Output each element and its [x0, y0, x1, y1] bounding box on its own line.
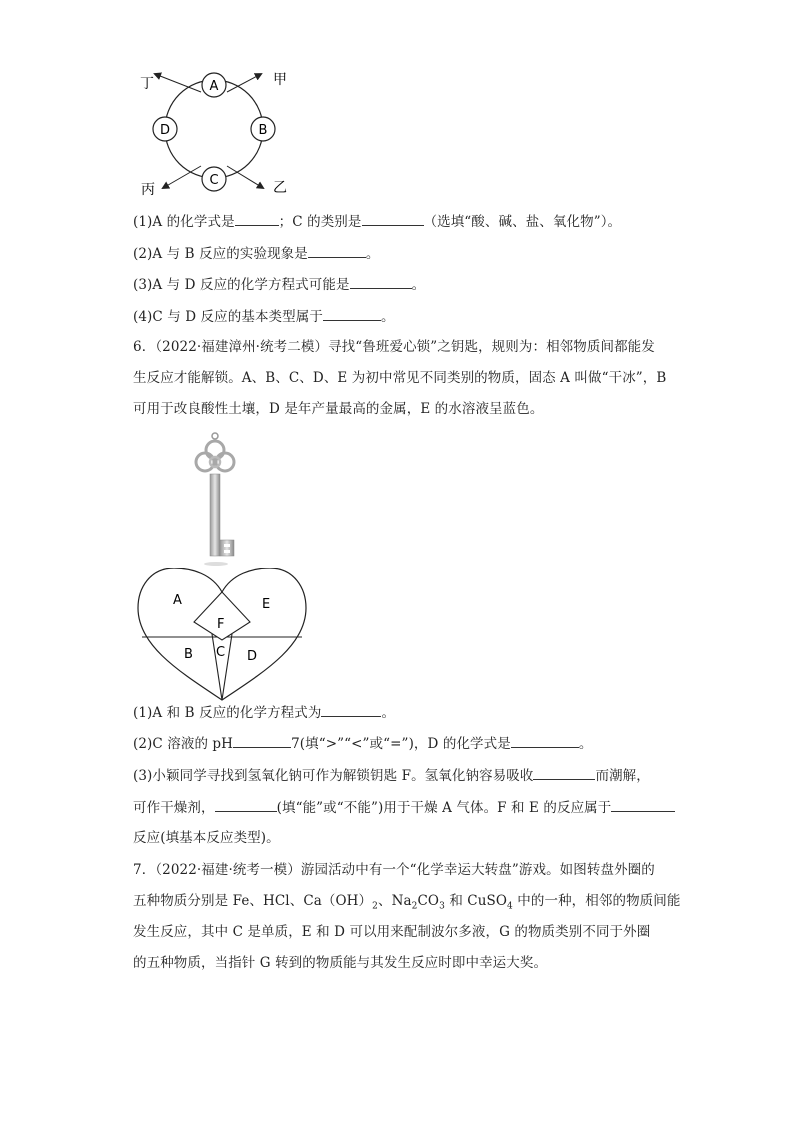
- answer-blank[interactable]: [350, 274, 412, 289]
- answer-blank[interactable]: [362, 211, 424, 226]
- q5-part2: (2)A 与 B 反应的实验现象是 。: [133, 243, 379, 264]
- heart-label-b: B: [184, 647, 193, 662]
- q7-line2: 五种物质分别是 Fe、HCl、$Ca(OH)_2$、$Na_2CO_3$ 和 CuSO$_4$ 中的一种，相邻的物质间能: [133, 893, 681, 912]
- answer-blank[interactable]: [533, 765, 595, 780]
- svg-text:B: B: [258, 123, 268, 138]
- svg-text:A: A: [209, 79, 219, 94]
- q5-part4: (4)C 与 D 反应的基本类型属于 。: [133, 306, 395, 327]
- heart-label-c: C: [216, 645, 226, 660]
- answer-blank[interactable]: [323, 306, 381, 321]
- q6-sub2: (2)C 溶液的 pH 7(填“>”“<”或“=”)，D 的化学式是 。: [133, 733, 592, 754]
- label-bing: 丙: [141, 182, 155, 198]
- q7-line1: 7．（2022·福建·统考一模）游园活动中有一个“化学幸运大转盘”游戏。如图转盘外圈的: [133, 862, 655, 878]
- svg-text:C: C: [209, 173, 219, 188]
- q5-part1: (1)A 的化学式是 ；C 的类别是 （选填“酸、碱、盐、氧化物”）。: [133, 211, 621, 232]
- heart-lock-diagram: [136, 568, 308, 704]
- label-yi: 乙: [273, 180, 287, 196]
- answer-blank[interactable]: [321, 702, 381, 717]
- heart-label-d: D: [247, 649, 258, 664]
- q7-line4: 的五种物质，当指针 G 转到的物质能与其发生反应时即中幸运大奖。: [133, 955, 548, 971]
- q6-line1: 6．（2022·福建漳州·统考二模）寻找“鲁班爱心锁”之钥匙，规则为：相邻物质间都能发: [133, 339, 655, 355]
- arrow-to-bing: [163, 166, 201, 188]
- answer-blank[interactable]: [215, 797, 277, 812]
- answer-blank[interactable]: [511, 733, 579, 748]
- key-illustration: [188, 432, 248, 570]
- q6-sub3-line1: (3)小颖同学寻找到氢氧化钠可作为解锁钥匙 F。氢氧化钠容易吸收 而潮解，: [133, 765, 650, 786]
- heart-label-a: A: [173, 593, 182, 608]
- node-c: [202, 167, 226, 191]
- arrow-to-yi: [227, 166, 263, 188]
- ring-diagram: [135, 66, 295, 202]
- node-a: [202, 73, 226, 97]
- arrow-to-ding: [155, 74, 201, 92]
- q6-sub1: (1)A 和 B 反应的化学方程式为 。: [133, 702, 395, 723]
- heart-label-e: E: [262, 597, 271, 612]
- q5-part3: (3)A 与 D 反应的化学方程式可能是 。: [133, 274, 425, 295]
- q6-line2: 生反应才能解锁。A、B、C、D、E 为初中常见不同类别的物质，固态 A 叫做“干冰”，B: [133, 370, 667, 386]
- heart-label-f: F: [217, 617, 225, 632]
- svg-text:D: D: [159, 123, 171, 138]
- q6-sub3-line3: 反应(填基本反应类型)。: [133, 830, 280, 846]
- q7-line3: 发生反应，其中 C 是单质，E 和 D 可以用来配制波尔多液，G 的物质类别不同于外圈: [133, 924, 651, 940]
- q6-line3: 可用于改良酸性土壤，D 是年产量最高的金属，E 的水溶液呈蓝色。: [133, 401, 544, 417]
- node-d: [153, 117, 177, 141]
- q6-sub3-line2: 可作干燥剂， (填“能”或“不能”)用于干燥 A 气体。F 和 E 的反应属于: [133, 797, 675, 818]
- label-ding: 丁: [140, 76, 154, 92]
- answer-blank[interactable]: [308, 243, 366, 258]
- label-jia: 甲: [273, 72, 287, 88]
- answer-blank[interactable]: [235, 211, 279, 226]
- answer-blank[interactable]: [611, 797, 675, 812]
- answer-blank[interactable]: [233, 733, 291, 748]
- node-b: [251, 117, 275, 141]
